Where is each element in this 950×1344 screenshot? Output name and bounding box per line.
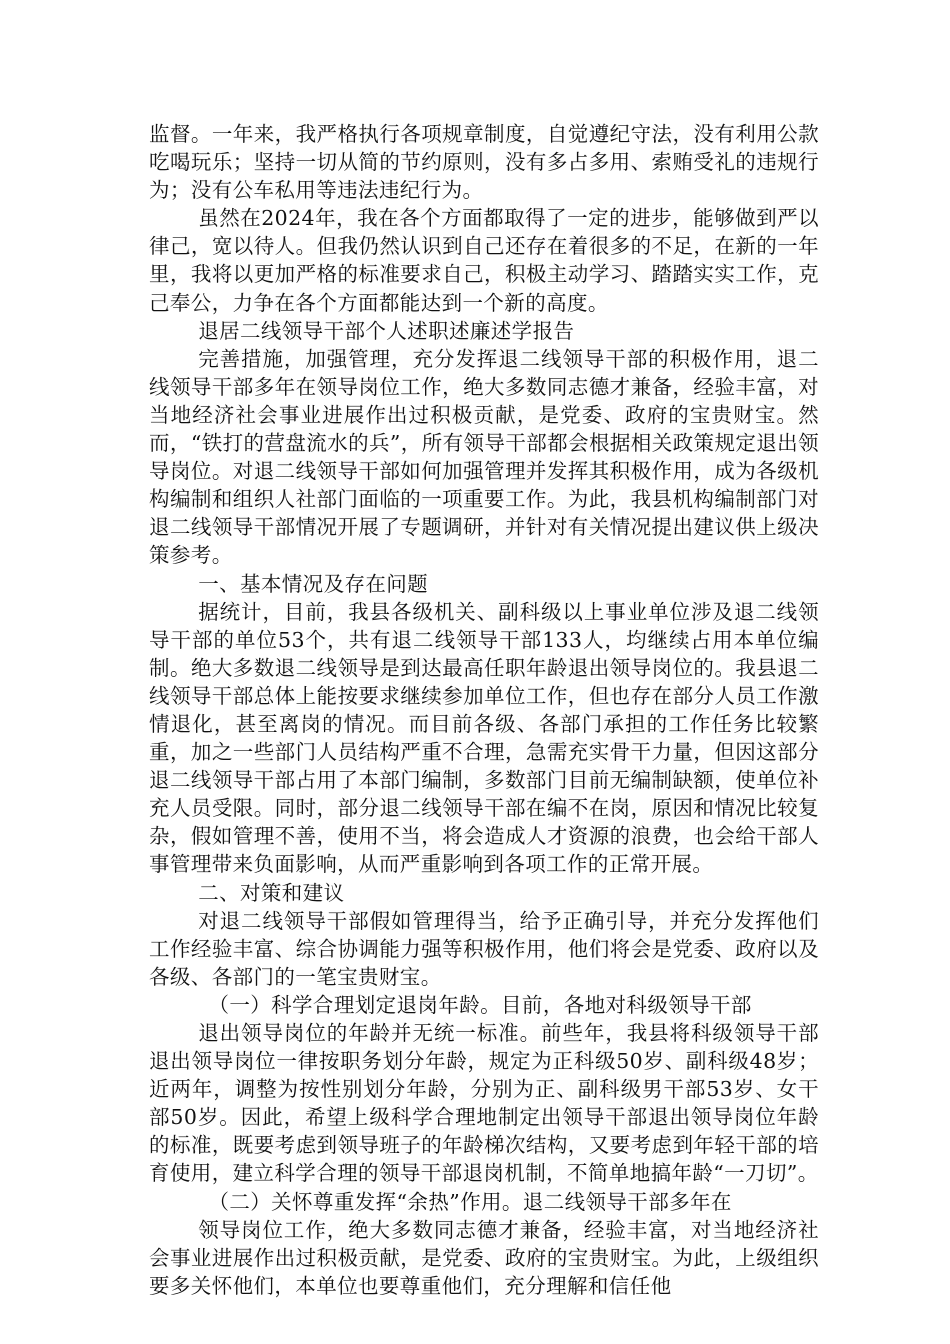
paragraph-countermeasures: 对退二线领导干部假如管理得当，给予正确引导，并充分发挥他们工作经验丰富、综合协调能力强等积极作用，他们将会是党委、政府以及各级、各部门的一笔宝贵财宝。 xyxy=(149,908,819,989)
subheading-1: （一）科学合理划定退岗年龄。目前，各地对科级领导干部 xyxy=(208,992,752,1017)
paragraph-1: 监督。一年来，我严格执行各项规章制度，自觉遵纪守法，没有利用公款吃喝玩乐；坚持一切从简的节约原则，没有多占多用、索贿受礼的违规行为；没有公车私用等违法违纪行为。 xyxy=(149,122,819,203)
section-heading-2: 二、对策和建议 xyxy=(198,880,345,905)
paragraph-intro: 完善措施，加强管理，充分发挥退二线领导干部的积极作用，退二线领导干部多年在领导岗位工作，绝大多数同志德才兼备，经验丰富，对当地经济社会事业进展作出过积极贡献，是党委、政府的宝贵财宝。然而，“铁打的营盘流水的兵”，所有领导干部都会根据相关政策规定退出领导岗位。对退二线领导干部如何加强管理并发挥其积极作用，成为各级机构编制和组织人社部门面临的一项重要工作。为此，我县机构编制部门对退二线领导干部情况开展了专题调研，并针对有关情况提出建议供上级决策参考。 xyxy=(149,346,819,568)
section-heading-1: 一、基本情况及存在问题 xyxy=(198,571,429,596)
paragraph-care-respect: 领导岗位工作，绝大多数同志德才兼备，经验丰富，对当地经济社会事业进展作出过积极贡献，是党委、政府的宝贵财宝。为此，上级组织要多关怀他们，本单位也要尊重他们，充分理解和信任他 xyxy=(149,1217,819,1298)
paragraph-basic-situation: 据统计，目前，我县各级机关、副科级以上事业单位涉及退二线领导干部的单位53个，共有退二线领导干部133人，均继续占用本单位编制。绝大多数退二线领导是到达最高任职年龄退出领导岗位的。我县退二线领导干部总体上能按要求继续参加单位工作，但也存在部分人员工作激情退化，甚至离岗的情况。而目前各级、各部门承担的工作任务比较繁重，加之一些部门人员结构严重不合理，急需充实骨干力量，但因这部分退二线领导干部占用了本部门编制，多数部门目前无编制缺额，使单位补充人员受限。同时，部分退二线领导干部在编不在岗，原因和情况比较复杂，假如管理不善，使用不当，将会造成人才资源的浪费，也会给干部人事管理带来负面影响，从而严重影响到各项工作的正常开展。 xyxy=(149,599,819,877)
document-body xyxy=(149,120,819,1300)
subheading-2: （二）关怀尊重发挥“余热”作用。退二线领导干部多年在 xyxy=(208,1189,732,1214)
paragraph-2: 虽然在2024年，我在各个方面都取得了一定的进步，能够做到严以律己，宽以待人。但我仍然认识到自己还存在着很多的不足，在新的一年里，我将以更加严格的标准要求自己，积极主动学习、踏踏实实工作，克己奉公，力争在各个方面都能达到一个新的高度。 xyxy=(149,206,819,315)
paragraph-retirement-age: 退出领导岗位的年龄并无统一标准。前些年，我县将科级领导干部退出领导岗位一律按职务划分年龄，规定为正科级50岁、副科级48岁；近两年，调整为按性别划分年龄，分别为正、副科级男干部53岁、女干部50岁。因此，希望上级科学合理地制定出领导干部退出领导岗位年龄的标准，既要考虑到领导班子的年龄梯次结构，又要考虑到年轻干部的培育使用，建立科学合理的领导干部退岗机制，不简单地搞年龄“一刀切”。 xyxy=(149,1021,819,1186)
report-title: 退居二线领导干部个人述职述廉述学报告 xyxy=(198,318,575,343)
